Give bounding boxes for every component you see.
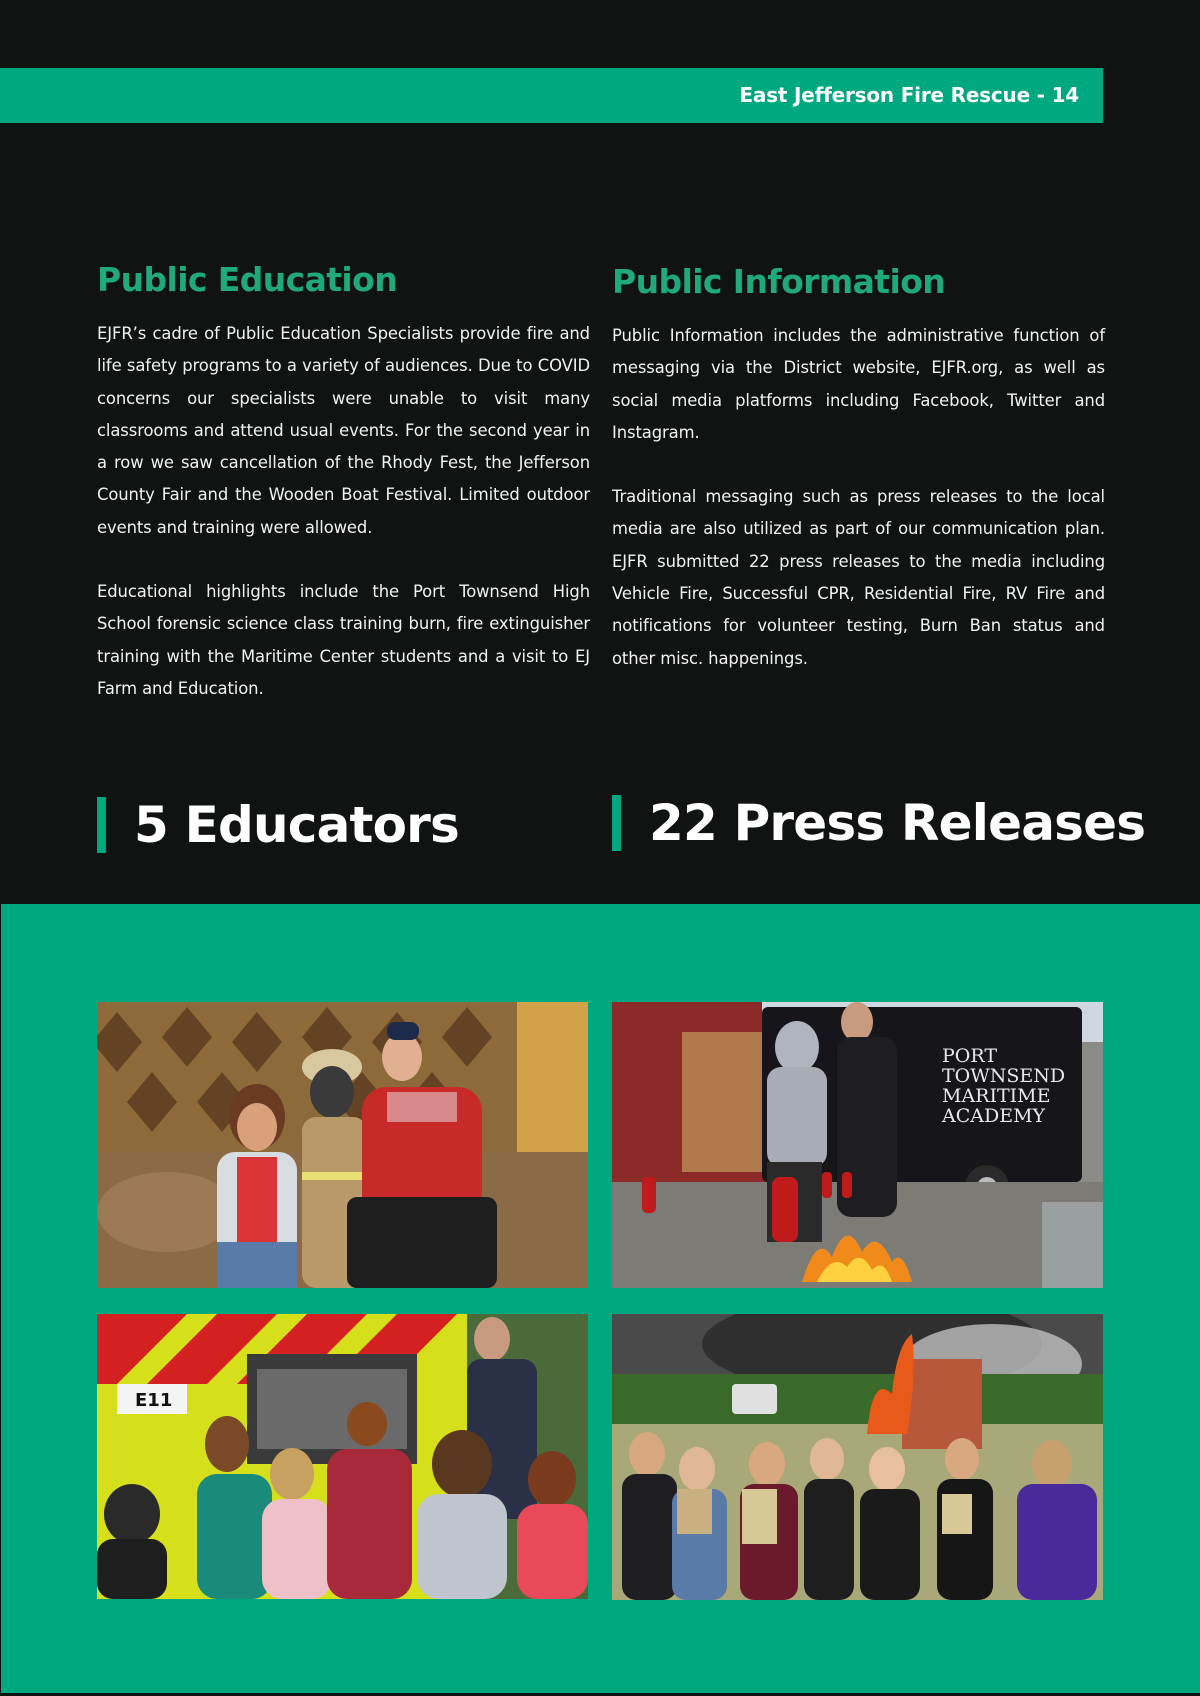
public-information-section [612,262,1105,675]
press-releases-stat [612,793,1145,853]
page-header-title: East Jefferson Fire Rescue - 14 [739,83,1079,107]
public-education-paragraph-1: EJFR’s cadre of Public Education Specialists provide fire and life safety programs to a variety of audiences. Due to COVID concerns our specialists were unable to visit many classrooms and attend usual events. For the second year in a row we saw cancellation of the Rhody Fest, the Jefferson County Fair and the Wooden Boat Festival. Limited outdoor events and training were allowed. [97,324,590,537]
public-education-paragraph-2: Educational highlights include the Port Townsend High School forensic science class training burn, fire extinguisher training with the Maritime Center students and a visit to EJ Farm and Education. [97,582,590,698]
press-releases-stat-text: 22 Press Releases [649,794,1146,852]
photo-firefighter-couch [97,1002,588,1288]
photo-extinguisher-training [612,1002,1103,1288]
public-education-heading: Public Education [97,260,398,299]
trailer-text-academy: ACADEMY [942,1105,1046,1127]
educators-stat-text: 5 Educators [134,796,459,854]
public-information-heading: Public Information [612,262,946,301]
stat-accent-bar [97,797,106,853]
engine-label: E11 [135,1390,173,1411]
trailer-text-port: PORT [942,1045,998,1067]
educators-stat [97,795,459,855]
header-band [0,68,1103,123]
public-information-paragraph-1: Public Information includes the administrative function of messaging via the District website, EJFR.org, as well as social media platforms including Facebook, Twitter and Instagram. [612,326,1105,442]
photo-children-fire-engine [97,1314,588,1599]
trailer-text-townsend: TOWNSEND [942,1065,1066,1087]
public-education-section [97,260,590,705]
photo-training-burn-students [612,1314,1103,1600]
stat-accent-bar [612,795,621,851]
trailer-text-maritime: MARITIME [942,1085,1051,1107]
public-information-paragraph-2: Traditional messaging such as press releases to the local media are also utilized as part of our communication plan. EJFR submitted 22 press releases to the media including Vehicle Fire, Successful CPR, Residential Fire, RV Fire and notifications for volunteer testing, Burn Ban status and other misc. happenings. [612,487,1105,668]
